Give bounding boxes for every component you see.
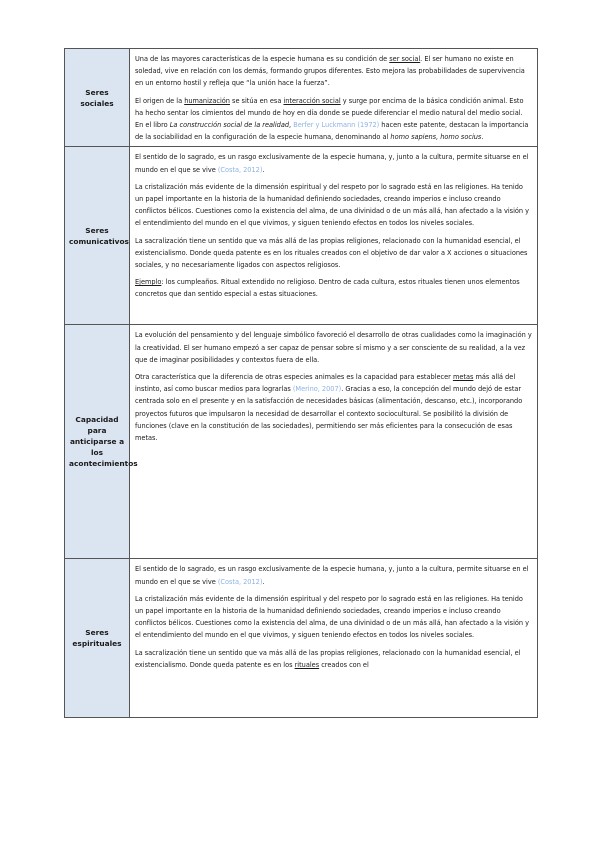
text-run: . El ser humano no existe en soledad, vive en relación con los demás, formando grupos diferentes. Esto mejora las probabilidades de supervivencia en un entorno hostil y refleja que “la unión hace la fuerza”. <box>135 55 525 88</box>
paragraph <box>135 593 532 642</box>
text-run: La cristalización más evidente de la dimensión espiritual y del respeto por lo sagrado está en las religiones. Ha tenido un papel importante en la historia de la humanidad definiendo sociedades, creando imperios e incluso creando conflictos bélicos. Cuestiones como la existencia del alma, de una divinidad o de un más allá, han afectado a la visión y el entendimiento del mundo en el que vivimos, y siguen teniendo efectos en todos los niveles sociales. <box>135 594 530 640</box>
text-run: El sentido de lo sagrado, es un rasgo exclusivamente de la especie humana, y, junto a la cultura, permite situarse en el mundo en el que se vive <box>135 565 529 586</box>
row-label: Seres sociales <box>65 49 130 147</box>
underlined-term: Ejemplo <box>135 278 162 287</box>
underlined-term: metas <box>452 373 474 382</box>
citation: (Costa, 2012) <box>217 165 263 174</box>
paragraph <box>135 53 532 90</box>
text-run: creados con el <box>319 660 369 669</box>
text-run: Una de las mayores características de la especie humana es su condición de <box>135 55 390 63</box>
underlined-term: humanización <box>184 96 230 105</box>
row-content <box>130 147 538 325</box>
paragraph <box>135 647 532 671</box>
italic-title: homo sapiens, homo socius <box>390 133 482 142</box>
text-run: y surge por encima de la básica condición animal. Esto ha hecho sentar los cimientos del mundo de hoy en día donde se puede diferenciar el medio natural del medio social. En el libro <box>135 96 524 130</box>
table-row <box>65 147 538 325</box>
citation: Berfer y Luckmann (1972) <box>293 121 380 130</box>
text-run: , <box>289 121 294 130</box>
underlined-term: ser social <box>389 55 421 63</box>
paragraph <box>135 563 532 587</box>
text-run: El origen de la <box>135 96 185 105</box>
underlined-term: rituales <box>294 660 320 669</box>
paragraph <box>135 151 532 175</box>
text-run: más allá del instinto, así como buscar medios para lograrlas <box>135 373 516 394</box>
concept-table <box>64 48 538 718</box>
underlined-term: interacción social <box>283 96 341 105</box>
paragraph <box>135 276 532 300</box>
text-run: hacen este patente, destacan la importancia de la sociabilidad en la configuración de la especie humana, denominando al <box>135 121 529 142</box>
text-run: . <box>262 577 265 586</box>
row-label: Seres espirituales <box>65 559 130 718</box>
text-run: . <box>262 165 265 174</box>
text-run: La sacralización tiene un sentido que va más allá de las propias religiones, relacionado con la humanidad esencial, el existencialismo. Donde queda patente es en los <box>135 648 521 669</box>
paragraph <box>135 371 532 444</box>
text-run: La sacralización tiene un sentido que va más allá de las propias religiones, relacionado con la humanidad esencial, el existencialismo. Donde queda patente es en los rituales creados con el objetivo de dar valor a X acciones o situaciones sociales, y no necesariamente ligados con aspectos religiosos. <box>135 236 528 270</box>
table-body <box>65 49 538 718</box>
table-row <box>65 49 538 147</box>
text-run: Otra característica que la diferencia de otras especies animales es la capacidad para establecer <box>135 373 453 382</box>
text-run: : los cumpleaños. Ritual extendido no religioso. Dentro de cada cultura, estos rituales tienen unos elementos concretos que dan sentido especial a estas situaciones. <box>135 278 520 299</box>
text-run: . <box>481 133 484 142</box>
row-content <box>130 325 538 559</box>
table-row <box>65 325 538 559</box>
citation: (Costa, 2012) <box>217 577 263 586</box>
text-run: El sentido de lo sagrado, es un rasgo exclusivamente de la especie humana, y, junto a la cultura, permite situarse en el mundo en el que se vive <box>135 153 529 174</box>
paragraph <box>135 181 532 230</box>
text-run: La evolución del pensamiento y del lenguaje simbólico favoreció el desarrollo de otras cualidades como la imaginación y la creatividad. El ser humano empezó a ser capaz de pensar sobre sí mismo y a ser consciente de su realidad, a la vez que de imaginar posibilidades y contextos fuera de ella. <box>135 331 532 364</box>
row-label: Capacidad para anticiparse a los acontecimientos <box>65 325 130 559</box>
row-content <box>130 49 538 147</box>
italic-title: La construcción social de la realidad <box>169 121 290 130</box>
row-content <box>130 559 538 718</box>
table-row <box>65 559 538 718</box>
text-run: . Gracias a eso, la concepción del mundo dejó de estar centrada solo en el presente y en la satisfacción de necesidades básicas (alimentación, descanso, etc.), incorporando proyectos futuros que impulsaron la necesidad de desarrollar el contexto sociocultural. Se posibilitó la división de funciones (clave en la constitución de las sociedades), permitiendo ser más eficientes para la consecución de esas metas. <box>135 385 523 443</box>
row-label: Seres comunicativos <box>65 147 130 325</box>
paragraph <box>135 235 532 272</box>
text-run: La cristalización más evidente de la dimensión espiritual y del respeto por lo sagrado está en las religiones. Ha tenido un papel importante en la historia de la humanidad definiendo sociedades, creando imperios e incluso creando conflictos bélicos. Cuestiones como la existencia del alma, de una divinidad o de un más allá, han afectado a la visión y el entendimiento del mundo en el que vivimos, y siguen teniendo efectos en todos los niveles sociales. <box>135 182 530 228</box>
text-run: se sitúa en esa <box>229 96 284 105</box>
paragraph <box>135 329 532 366</box>
citation: (Merino, 2007) <box>292 385 342 394</box>
paragraph <box>135 95 532 144</box>
